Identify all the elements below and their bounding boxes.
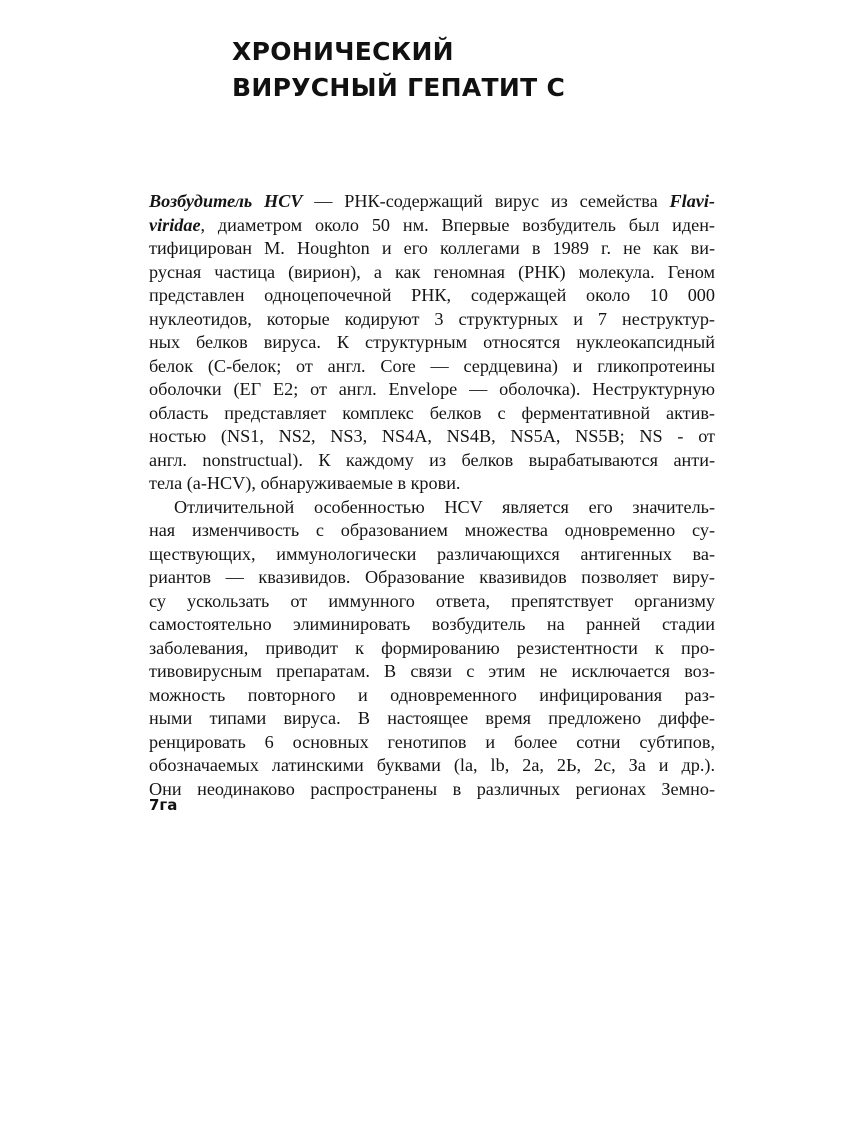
text-line: самостоятельно элиминировать возбудитель на ранней стадии xyxy=(149,614,715,634)
chapter-title xyxy=(232,34,565,106)
page-number: 7га xyxy=(149,796,178,814)
chapter-title-line-2: ВИРУСНЫЙ ГЕПАТИТ С xyxy=(232,73,566,102)
text-line: ренцировать 6 основных генотипов и более сотни субтипов, xyxy=(149,731,715,752)
text-line: белок (С-белок; от англ. Core — сердцевина) и гликопротеины xyxy=(149,355,715,376)
text-line: англ. nonstructual). К каждому из белков вырабатываются анти- xyxy=(149,449,715,470)
text-line xyxy=(149,190,715,214)
paragraph-2 xyxy=(149,496,715,802)
text-line xyxy=(149,214,715,238)
text-line: ными типами вируса. В настоящее время предложено диффе- xyxy=(149,708,715,728)
body-text xyxy=(149,190,715,801)
text-line: ностью (NS1, NS2, NS3, NS4A, NS4B, NS5A, NS5B; NS - от xyxy=(149,426,715,446)
text-fragment: — РНК-содержащий вирус из семейства xyxy=(302,191,670,211)
text-fragment: , диаметром около 50 нм. Впервые возбудитель был иден- xyxy=(200,214,715,235)
text-line: риантов — квазивидов. Образование квазивидов позволяет виру- xyxy=(149,567,715,587)
text-line: ществующих, иммунологически различающихся антигенных ва- xyxy=(149,543,715,564)
text-line: нуклеотидов, которые кодируют 3 структурных и 7 неструктур- xyxy=(149,308,715,329)
text-line: су ускользать от иммунного ответа, препятствует организму xyxy=(149,590,715,611)
chapter-title-line-1: ХРОНИЧЕСКИЙ xyxy=(232,37,454,66)
text-line: тифицирован M. Houghton и его коллегами в 1989 г. не как ви- xyxy=(149,238,715,258)
text-line: представлен одноцепочечной РНК, содержащей около 10 000 xyxy=(149,285,715,305)
text-line: область представляет комплекс белков с ферментативной актив- xyxy=(149,402,715,423)
text-line: Они неодинаково распространены в различных регионах Земно- xyxy=(149,778,715,799)
text-line: заболевания, приводит к формированию резистентности к про- xyxy=(149,637,715,658)
text-line: оболочки (ЕГ Е2; от англ. Envelope — оболочка). Неструктурную xyxy=(149,379,715,399)
lead-term: Возбудитель HCV xyxy=(149,191,303,211)
text-line: ная изменчивость с образованием множества одновременно су- xyxy=(149,520,715,540)
virus-family-name: Flavi- xyxy=(669,191,715,211)
paragraph-1 xyxy=(149,190,715,496)
virus-family-name: viridae xyxy=(149,214,201,235)
text-line: Отличительной особенностью HCV является его значитель- xyxy=(174,496,715,517)
text-line: ных белков вируса. К структурным относятся нуклеокапсидный xyxy=(149,332,715,352)
text-line: тела (a-HCV), обнаруживаемые в крови. xyxy=(149,473,461,493)
text-line: можность повторного и одновременного инфицирования раз- xyxy=(149,684,715,705)
text-line: обозначаемых латинскими буквами (la, lb, 2a, 2Ь, 2c, За и др.). xyxy=(149,755,715,775)
text-line: русная частица (вирион), а как геномная (РНК) молекула. Геном xyxy=(149,261,715,282)
text-line: тивовирусным препаратам. В связи с этим не исключается воз- xyxy=(149,661,715,681)
